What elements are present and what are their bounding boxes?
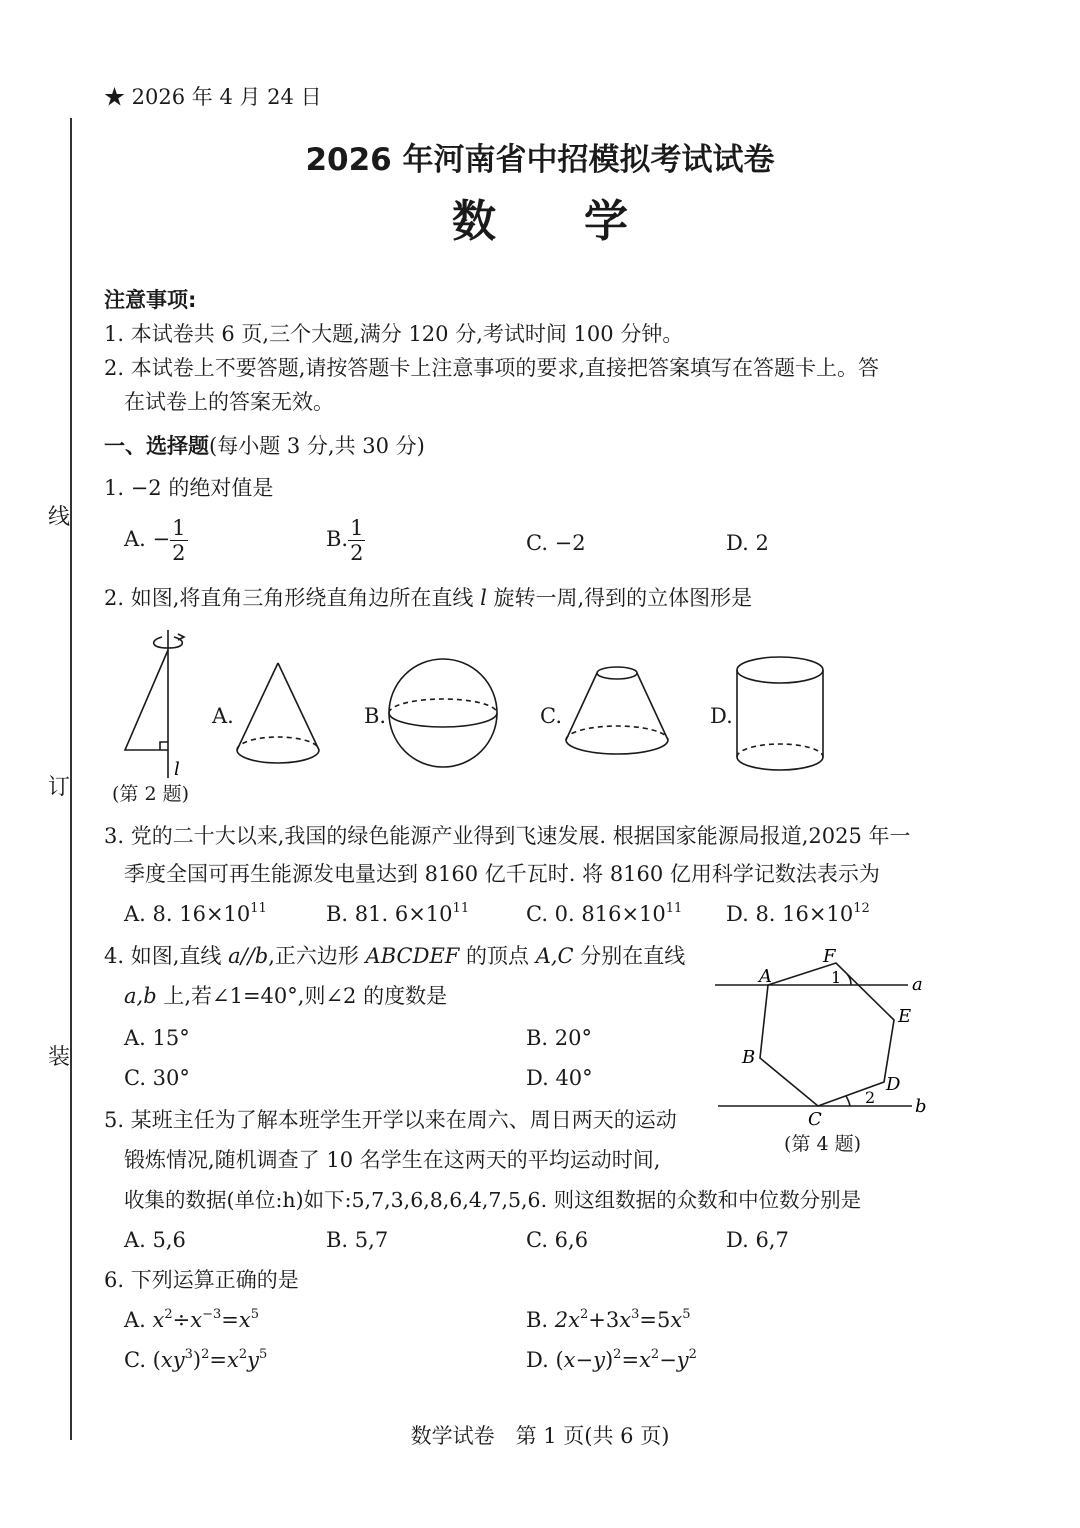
q6-c-t1: xy <box>160 1348 185 1372</box>
q6-d-e2: 2 <box>650 1347 660 1362</box>
q6-d-paren-close: ) <box>604 1348 614 1372</box>
q3-option-a <box>124 900 267 928</box>
q4-angle-2: 2 <box>865 1088 876 1107</box>
q6-a-e1: 2 <box>164 1307 173 1322</box>
q6-option-a <box>124 1306 259 1334</box>
q6-c-paren-open: ( <box>152 1348 161 1372</box>
q3-line-2: 季度全国可再生能源发电量达到 8160 亿千瓦时. 将 8160 亿用科学记数法表示为 <box>124 862 880 886</box>
q3-c-exp: 11 <box>665 901 683 916</box>
q5-option-a: A. 5,6 <box>124 1228 186 1252</box>
q4-l1-a: 4. 如图,直线 <box>104 944 229 968</box>
notice-item-2: 2. 本试卷上不要答题,请按答题卡上注意事项的要求,直接把答案填写在答题卡上。答 <box>104 356 880 380</box>
q6-b-t1: 2x <box>554 1308 581 1332</box>
q2-triangle-figure <box>125 630 184 778</box>
q6-d-op: − <box>659 1348 677 1372</box>
q6-c-e1: 3 <box>184 1347 193 1362</box>
q4-label-A: A <box>759 966 772 987</box>
q4-l1-c: 的顶点 <box>459 944 536 968</box>
q6-c-e3: 2 <box>238 1347 248 1362</box>
q6-b-e2: 3 <box>631 1307 640 1322</box>
q3-b-exp: 11 <box>452 901 470 916</box>
q2-stem-pre: 2. 如图,将直角三角形绕直角边所在直线 <box>104 586 481 610</box>
q4-label-F: F <box>823 946 836 967</box>
q1-b-label: B. <box>326 527 349 551</box>
q1-option-d: D. 2 <box>726 531 769 555</box>
q6-a-t2: x <box>190 1308 203 1332</box>
subject-title: 数 学 <box>452 196 628 247</box>
q6-d-e1: 2 <box>613 1347 622 1362</box>
q6-d-t1: x−y <box>563 1348 605 1372</box>
binding-mark-xian: 线 <box>48 505 71 530</box>
q3-c-base: C. 0. 816×10 <box>526 902 666 926</box>
notice-item-2-cont: 在试卷上的答案无效。 <box>124 390 334 414</box>
q4-hexagon-figure <box>715 963 912 1106</box>
q4-label-D: D <box>886 1074 901 1095</box>
page-title: 2026 年河南省中招模拟考试试卷 <box>305 142 775 178</box>
q3-d-exp: 12 <box>853 901 870 916</box>
q4-caption: (第 4 题) <box>784 1133 861 1155</box>
q3-b-base: B. 81. 6×10 <box>326 902 453 926</box>
q6-c-t2: x <box>226 1348 239 1372</box>
q6-c-e2: 2 <box>201 1347 210 1362</box>
q2-stem-post: 旋转一周,得到的立体图形是 <box>486 586 753 610</box>
section-title: 一、选择题 <box>104 434 209 458</box>
q6-a-e2: −3 <box>202 1307 222 1322</box>
q6-a-e3: 5 <box>250 1307 260 1322</box>
q6-option-b <box>526 1306 690 1334</box>
q6-b-t3: x <box>670 1308 683 1332</box>
q1-a-denominator: 2 <box>172 541 186 565</box>
q3-option-c <box>526 900 682 928</box>
binding-mark-ding: 订 <box>48 775 71 800</box>
q4-option-a: A. 15° <box>124 1026 190 1050</box>
q4-angle-1: 1 <box>831 968 842 987</box>
q1-b-denominator: 2 <box>350 541 364 565</box>
q2-line-label: l <box>174 759 180 780</box>
q1-a-label: A. − <box>124 527 171 551</box>
q1-b-numerator: 1 <box>350 516 364 540</box>
q6-b-t2: x <box>619 1308 632 1332</box>
q4-label-E: E <box>898 1006 912 1027</box>
q2-frustum-figure <box>566 667 668 754</box>
notice-item-1: 1. 本试卷共 6 页,三个大题,满分 120 分,考试时间 100 分钟。 <box>104 322 684 346</box>
q1-a-numerator: 1 <box>172 516 186 540</box>
q3-option-d <box>726 900 870 928</box>
q6-a-t1: x <box>152 1308 165 1332</box>
q3-a-base: A. 8. 16×10 <box>124 902 251 926</box>
q4-label-C: C <box>808 1109 822 1130</box>
q1-option-c: C. −2 <box>526 531 586 555</box>
q5-option-c: C. 6,6 <box>526 1228 589 1252</box>
q6-c-e4: 5 <box>258 1347 268 1362</box>
q2-cylinder-figure <box>737 657 823 770</box>
q4-line-1 <box>104 942 685 970</box>
q6-c-eq: = <box>209 1348 227 1372</box>
q6-d-eq: = <box>621 1348 640 1372</box>
q6-c-paren-close: ) <box>192 1348 202 1372</box>
q2-label-d: D. <box>710 704 733 728</box>
q2-label-a: A. <box>212 704 234 728</box>
q6-a-op: ÷ <box>172 1308 191 1332</box>
q4-l1-pts: A,C <box>535 944 574 968</box>
q6-d-paren-open: ( <box>555 1348 564 1372</box>
q6-stem: 6. 下列运算正确的是 <box>104 1268 299 1292</box>
q4-l1-d: 分别在直线 <box>573 944 686 968</box>
q3-option-b <box>326 900 469 928</box>
q6-option-c <box>124 1346 267 1374</box>
q5-line-2: 锻炼情况,随机调查了 10 名学生在这两天的平均运动时间, <box>124 1148 661 1172</box>
q2-cone-figure <box>237 663 319 763</box>
q6-option-d <box>526 1346 697 1374</box>
q6-d-t3: y <box>676 1348 689 1372</box>
section-note: (每小题 3 分,共 30 分) <box>209 434 425 458</box>
q3-d-base: D. 8. 16×10 <box>726 902 854 926</box>
q4-l2-vars: a,b <box>124 984 157 1008</box>
q3-line-1: 3. 党的二十大以来,我国的绿色能源产业得到飞速发展. 根据国家能源局报道,2025 年一 <box>104 824 911 848</box>
q6-c-label: C. <box>124 1348 153 1372</box>
q4-label-a: a <box>912 974 923 995</box>
q5-line-3: 收集的数据(单位:h)如下:5,7,3,6,8,6,4,7,5,6. 则这组数据的众数和中位数分别是 <box>124 1188 862 1212</box>
q1-stem: 1. −2 的绝对值是 <box>104 476 274 500</box>
q2-caption: (第 2 题) <box>112 783 189 805</box>
q6-d-label: D. <box>526 1348 556 1372</box>
q4-l1-var: a//b <box>228 944 269 968</box>
q6-d-t2: x <box>639 1348 651 1372</box>
q6-b-e1: 2 <box>580 1307 589 1322</box>
q5-line-1: 5. 某班主任为了解本班学生开学以来在周六、周日两天的运动 <box>104 1108 677 1132</box>
q4-l1-b: ,正六边形 <box>268 944 366 968</box>
exam-date: ★ 2026 年 4 月 24 日 <box>104 85 322 109</box>
q5-option-d: D. 6,7 <box>726 1228 789 1252</box>
q4-l1-hex: ABCDEF <box>365 944 460 968</box>
q6-a-eq: = <box>221 1308 239 1332</box>
page-footer: 数学试卷 第 1 页(共 6 页) <box>410 1424 670 1448</box>
q6-b-eq: =5 <box>639 1308 671 1332</box>
q6-b-op: +3 <box>588 1308 620 1332</box>
q4-label-B: B <box>742 1047 756 1068</box>
q6-c-t3: y <box>247 1348 259 1372</box>
q4-line-2 <box>124 982 447 1010</box>
q6-b-e3: 5 <box>682 1307 691 1322</box>
binding-mark-zhuang: 装 <box>48 1045 71 1070</box>
q4-option-b: B. 20° <box>526 1026 593 1050</box>
q2-stem-var: l <box>480 586 487 610</box>
notice-heading: 注意事项: <box>104 288 197 312</box>
q2-label-c: C. <box>540 704 562 728</box>
q2-sphere-figure <box>389 659 497 767</box>
q6-b-label: B. <box>526 1308 555 1332</box>
q4-label-b: b <box>915 1096 927 1117</box>
q6-a-label: A. <box>124 1308 153 1332</box>
q2-label-b: B. <box>364 704 387 728</box>
q4-option-c: C. 30° <box>124 1066 190 1090</box>
q6-d-e3: 2 <box>688 1347 697 1362</box>
q3-a-exp: 11 <box>250 901 267 916</box>
q6-a-t3: x <box>238 1308 251 1332</box>
q5-option-b: B. 5,7 <box>326 1228 389 1252</box>
q4-option-d: D. 40° <box>526 1066 593 1090</box>
q4-l2-rest: 上,若∠1=40°,则∠2 的度数是 <box>156 984 448 1008</box>
